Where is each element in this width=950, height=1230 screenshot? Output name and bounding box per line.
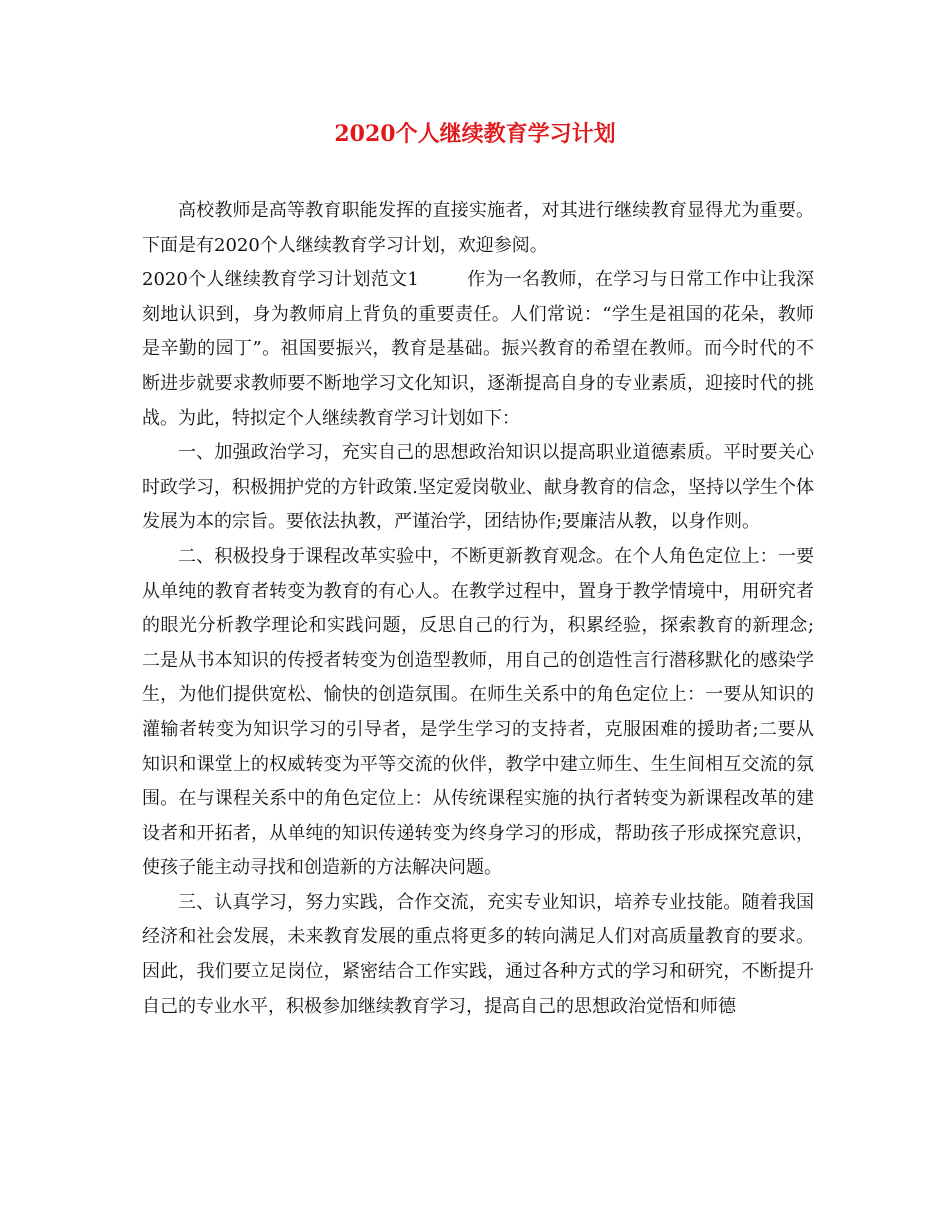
section-three-paragraph: 三、认真学习，努力实践，合作交流，充实专业知识，培养专业技能。随着我国经济和社会发展，未来教育发展的重点将更多的转向满足人们对高质量教育的要求。因此，我们要立足岗位，紧密结合工作实践，通过各种方式的学习和研究，不断提升自己的专业水平，积极参加继续教育学习，提高自己的思想政治觉悟和师德 <box>142 891 814 1017</box>
intro-paragraph: 高校教师是高等教育职能发挥的直接实施者，对其进行继续教育显得尤为重要。下面是有2020个人继续教育学习计划，欢迎参阅。 <box>142 200 814 256</box>
document-title: 2020个人继续教育学习计划 <box>334 121 616 147</box>
sample-text: 作为一名教师，在学习与日常工作中让我深刻地认识到，身为教师肩上背负的重要责任。人们常说：“学生是祖国的花朵，教师是辛勤的园丁”。祖国要振兴，教育是基础。振兴教育的希望在教师。而今时代的不断进步就要求教师要不断地学习文化知识，逐渐提高自身的专业素质，迎接时代的挑战。为此，特拟定个人继续教育学习计划如下： <box>142 269 814 429</box>
section-one-paragraph: 一、加强政治学习，充实自己的思想政治知识以提高职业道德素质。平时要关心时政学习，积极拥护党的方针政策.坚定爱岗敬业、献身教育的信念，坚持以学生个体发展为本的宗旨。要依法执教，严谨治学，团结协作;要廉洁从教，以身作则。 <box>142 442 814 533</box>
document-body <box>142 194 814 1024</box>
section-two-paragraph: 二、积极投身于课程改革实验中，不断更新教育观念。在个人角色定位上：一要从单纯的教育者转变为教育的有心人。在教学过程中，置身于教学情境中，用研究者的眼光分析教学理论和实践问题，反思自己的行为，积累经验，探索教育的新理念;二是从书本知识的传授者转变为创造型教师，用自己的创造性言行潜移默化的感染学生，为他们提供宽松、愉快的创造氛围。在师生关系中的角色定位上：一要从知识的灌输者转变为知识学习的引导者，是学生学习的支持者，克服困难的援助者;二要从知识和课堂上的权威转变为平等交流的伙伴，教学中建立师生、生生间相互交流的氛围。在与课程关系中的角色定位上：从传统课程实施的执行者转变为新课程改革的建设者和开拓者，从单纯的知识传递转变为终身学习的形成，帮助孩子形成探究意识，使孩子能主动寻找和创造新的方法解决问题。 <box>142 545 814 879</box>
sample-heading: 2020个人继续教育学习计划范文1 <box>142 269 419 291</box>
sample-paragraph <box>142 263 814 436</box>
